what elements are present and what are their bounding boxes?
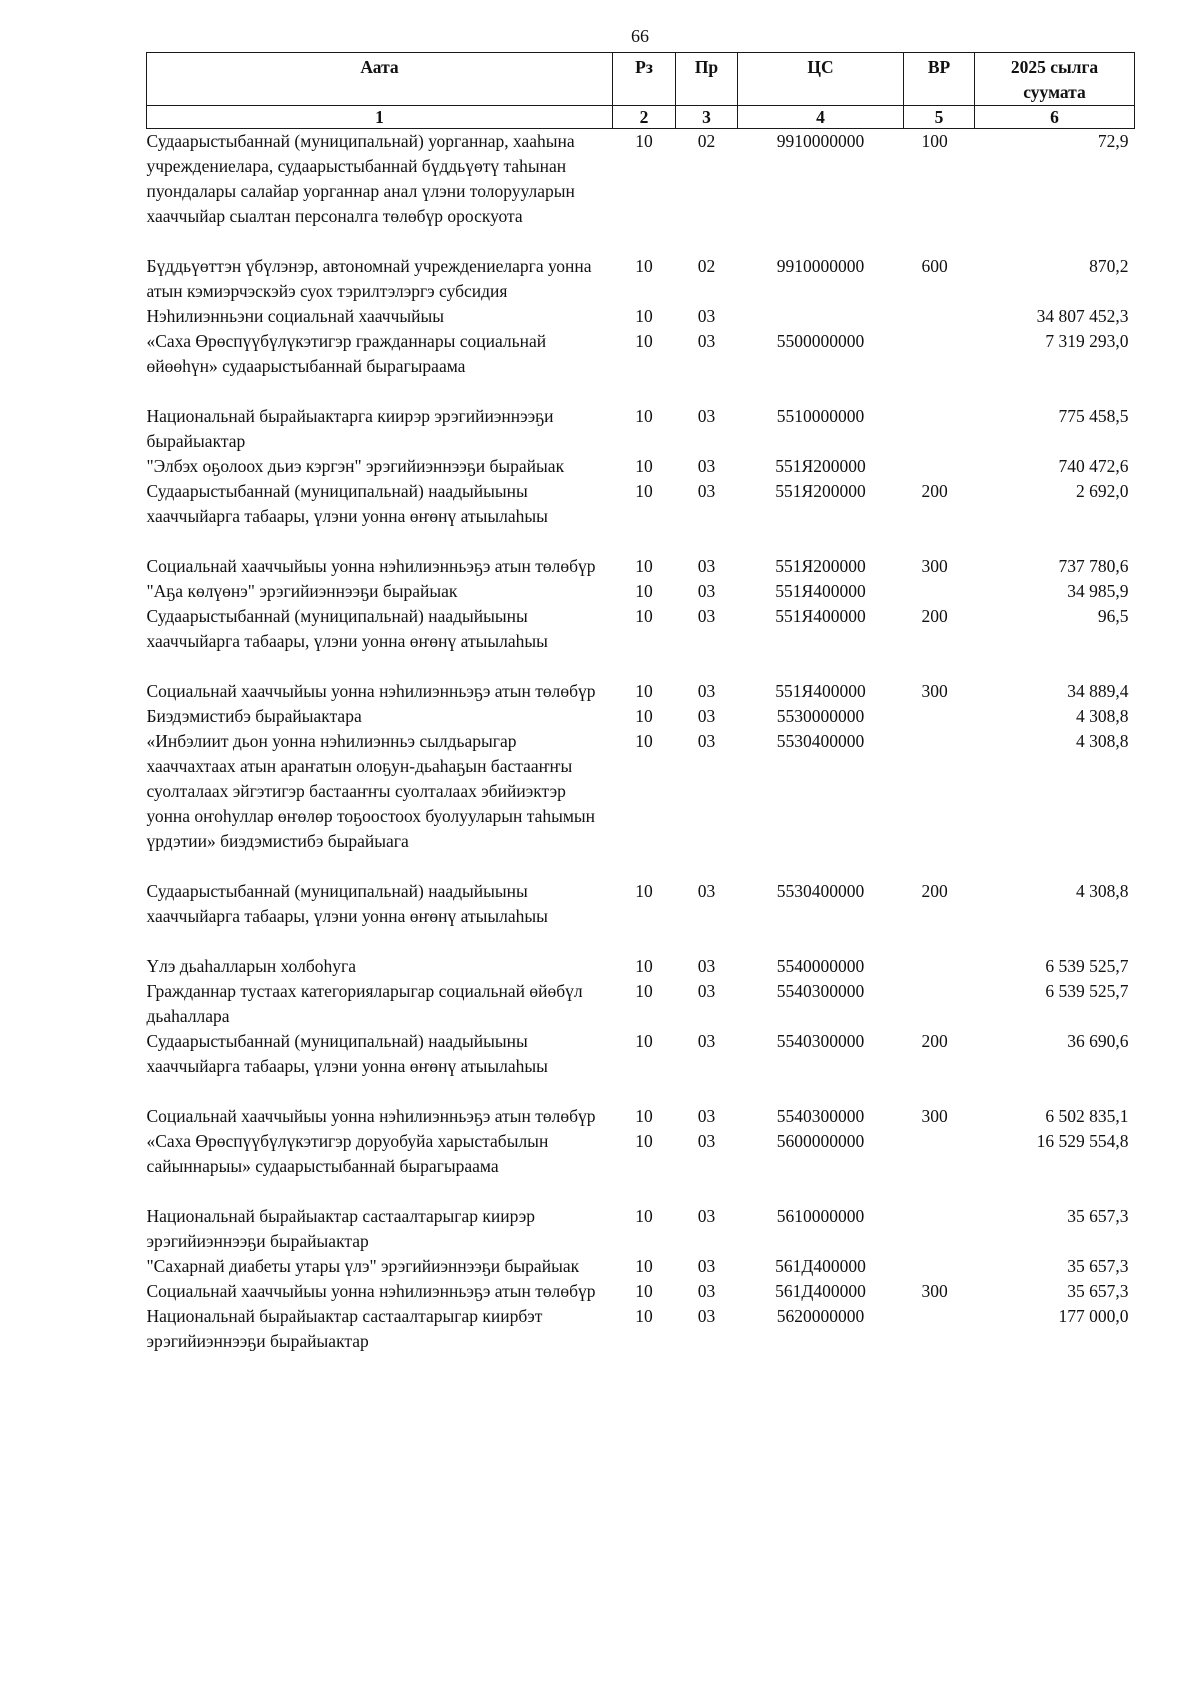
table-row: [147, 1204, 1135, 1254]
cell-pr: 03: [697, 1281, 716, 1301]
cell-sum: 4 308,8: [1076, 731, 1129, 751]
cell-pr: 03: [697, 1306, 716, 1326]
cell-sum: 34 985,9: [1067, 581, 1129, 601]
cell-vr: 300: [921, 1106, 948, 1126]
cell-sum: 35 657,3: [1067, 1281, 1129, 1301]
cell-cs: 551Я200000: [775, 481, 866, 501]
cell-name: Биэдэмистибэ бырайыактара: [146, 706, 362, 726]
cell-sum: 870,2: [1089, 256, 1129, 276]
cell-pr: 03: [697, 331, 716, 351]
cell-name: Гражданнар тустаах категорияларыгар социальнай өйөбүл дьаһаллара: [146, 981, 583, 1026]
cell-pr: 02: [697, 256, 716, 276]
cell-sum: 2 692,0: [1076, 481, 1129, 501]
cell-pr: 03: [697, 556, 716, 576]
cell-pr: 03: [697, 706, 716, 726]
cell-rz: 10: [635, 306, 653, 326]
cell-rz: 10: [635, 881, 653, 901]
cell-sum: 96,5: [1097, 606, 1129, 626]
table-row: [147, 1129, 1135, 1204]
cell-name: «Саха Өрөспүүбүлүкэтигэр гражданнары социальнай өйөөһүн» судаарыстыбаннай бырагыраама: [146, 331, 547, 376]
cell-sum: 177 000,0: [1058, 1306, 1129, 1326]
cell-cs: 5530400000: [776, 881, 865, 901]
cell-vr: [904, 329, 975, 404]
cell-vr: 200: [921, 606, 948, 626]
cell-sum: 4 308,8: [1076, 881, 1129, 901]
cell-name: Национальнай бырайыактарга киирэр эрэгийиэннээҕи бырайыактар: [146, 406, 554, 451]
table-row: [147, 454, 1135, 479]
cell-pr: 03: [697, 881, 716, 901]
cell-rz: 10: [635, 1106, 653, 1126]
column-number: 4: [738, 106, 904, 129]
column-number: 6: [975, 106, 1135, 129]
cell-cs: 5620000000: [776, 1306, 865, 1326]
table-row: [147, 579, 1135, 604]
cell-name: Үлэ дьаһалларын холбоһуга: [146, 956, 356, 976]
cell-rz: 10: [635, 1131, 653, 1151]
cell-rz: 10: [635, 456, 653, 476]
cell-rz: 10: [635, 1206, 653, 1226]
cell-cs: 5510000000: [776, 406, 865, 426]
table-row: [147, 1279, 1135, 1304]
page-number: 66: [631, 26, 649, 46]
column-number: 2: [613, 106, 676, 129]
table-row: [147, 329, 1135, 404]
table-row: [147, 404, 1135, 454]
cell-pr: 03: [697, 406, 716, 426]
cell-rz: 10: [635, 956, 653, 976]
cell-vr: 600: [921, 256, 948, 276]
table-row: [147, 304, 1135, 329]
cell-rz: 10: [635, 731, 653, 751]
cell-name: Судаарыстыбаннай (муниципальнай) наадыйыыны хааччыйарга табаары, үлэни уонна өҥөнү атыылаһыы: [146, 1031, 548, 1076]
cell-name: «Инбэлиит дьон уонна нэһилиэнньэ сылдьарыгар хааччахтаах атын араҥатын олоҕун-дьаһаҕын бастааҥҥы суолталаах эйгэтигэр бастааҥҥы суолталаах эбийиэктэр уонна оҥоһуллар өҥөлөр тоҕоостоох буолууларын таһымын үрдэтии» биэдэмистибэ бырайыага: [146, 731, 596, 851]
cell-vr: 300: [921, 556, 948, 576]
table-row: [147, 679, 1135, 704]
cell-sum: 72,9: [1097, 131, 1129, 151]
table-row: [147, 729, 1135, 879]
table-header-row: [147, 53, 1135, 106]
table-row: [147, 129, 1135, 255]
cell-vr: [904, 1129, 975, 1204]
cell-name: Социальнай хааччыйыы уонна нэһилиэнньэҕэ атын төлөбүр: [146, 1106, 596, 1126]
cell-pr: 03: [697, 1106, 716, 1126]
cell-name: Национальнай бырайыактар састаалтарыгар киирэр эрэгийиэннээҕи бырайыактар: [146, 1206, 536, 1251]
column-number-row: [147, 106, 1135, 129]
cell-name: Бүддьүөттэн үбүлэнэр, автономнай учреждениеларга уонна атын кэмиэрчэскэйэ суох тэрилтэлэргэ субсидия: [146, 256, 592, 301]
cell-sum: 16 529 554,8: [1036, 1131, 1129, 1151]
cell-name: Социальнай хааччыйыы уонна нэһилиэнньэҕэ атын төлөбүр: [146, 1281, 596, 1301]
cell-vr: [904, 1254, 975, 1279]
cell-cs: 551Я400000: [775, 681, 866, 701]
table-row: [147, 879, 1135, 954]
cell-rz: 10: [635, 331, 653, 351]
cell-name: Национальнай бырайыактар састаалтарыгар киирбэт эрэгийиэннээҕи бырайыактар: [146, 1306, 543, 1351]
cell-rz: 10: [635, 1306, 653, 1326]
cell-cs: 5540300000: [776, 1031, 865, 1051]
cell-rz: 10: [635, 1281, 653, 1301]
header-rz: Рз: [613, 53, 676, 106]
cell-name: Судаарыстыбаннай (муниципальнай) наадыйыыны хааччыйарга табаары, үлэни уонна өҥөнү атыылаһыы: [146, 481, 548, 526]
cell-sum: 737 780,6: [1058, 556, 1129, 576]
cell-name: Судаарыстыбаннай (муниципальнай) наадыйыыны хааччыйарга табаары, үлэни уонна өҥөнү атыылаһыы: [146, 606, 548, 651]
column-number: 1: [147, 106, 613, 129]
cell-sum: 34 807 452,3: [1036, 306, 1129, 326]
cell-cs: 5610000000: [776, 1206, 865, 1226]
budget-table: [146, 52, 1135, 1354]
cell-pr: 03: [697, 1206, 716, 1226]
cell-rz: 10: [635, 581, 653, 601]
cell-sum: 6 539 525,7: [1045, 956, 1129, 976]
cell-name: "Аҕа көлүөнэ" эрэгийиэннээҕи бырайыак: [146, 581, 458, 601]
cell-rz: 10: [635, 406, 653, 426]
cell-pr: 03: [697, 981, 716, 1001]
cell-rz: 10: [635, 606, 653, 626]
cell-sum: 36 690,6: [1067, 1031, 1129, 1051]
cell-vr: 200: [921, 881, 948, 901]
table-row: [147, 954, 1135, 979]
header-pr: Пр: [676, 53, 738, 106]
cell-vr: 300: [921, 1281, 948, 1301]
cell-sum: 6 539 525,7: [1045, 981, 1129, 1001]
cell-name: Социальнай хааччыйыы уонна нэһилиэнньэҕэ атын төлөбүр: [146, 681, 596, 701]
cell-cs: 5530400000: [776, 731, 865, 751]
cell-rz: 10: [635, 681, 653, 701]
table-row: [147, 1254, 1135, 1279]
table-row: [147, 979, 1135, 1029]
table-row: [147, 704, 1135, 729]
column-number: 5: [904, 106, 975, 129]
cell-vr: [904, 954, 975, 979]
cell-sum: 740 472,6: [1058, 456, 1129, 476]
table-row: [147, 554, 1135, 579]
cell-cs: 561Д400000: [775, 1281, 866, 1301]
cell-sum: 34 889,4: [1067, 681, 1129, 701]
cell-sum: 4 308,8: [1076, 706, 1129, 726]
table-row: [147, 479, 1135, 554]
cell-cs: 551Я400000: [775, 606, 866, 626]
cell-vr: [904, 1204, 975, 1254]
cell-rz: 10: [635, 556, 653, 576]
cell-name: «Саха Өрөспүүбүлүкэтигэр доруобуйа харыстабылын сайыннарыы» судаарыстыбаннай бырагыраама: [146, 1131, 549, 1176]
cell-cs: 551Я200000: [775, 556, 866, 576]
cell-rz: 10: [635, 256, 653, 276]
cell-cs: 9910000000: [776, 256, 865, 276]
cell-pr: 03: [697, 581, 716, 601]
cell-sum: 775 458,5: [1058, 406, 1129, 426]
cell-sum: 35 657,3: [1067, 1206, 1129, 1226]
cell-cs: 561Д400000: [775, 1256, 866, 1276]
cell-cs: 5540300000: [776, 1106, 865, 1126]
cell-pr: 03: [697, 1131, 716, 1151]
cell-name: Нэһилиэнньэни социальнай хааччыйыы: [146, 306, 445, 326]
table-row: [147, 254, 1135, 304]
cell-name: Судаарыстыбаннай (муниципальнай) уорганнар, хааһына учреждениелара, судаарыстыбаннай бүддьүөтү таһынан пуондалары салайар уорганнар анал үлэни толорууларын хааччыйар сыалтан персоналга төлөбүр ороскуота: [146, 131, 575, 226]
cell-vr: [904, 304, 975, 329]
cell-rz: 10: [635, 706, 653, 726]
cell-cs: 551Я400000: [775, 581, 866, 601]
cell-vr: [904, 404, 975, 454]
cell-vr: 200: [921, 481, 948, 501]
cell-vr: [904, 979, 975, 1029]
table-row: [147, 1029, 1135, 1104]
cell-pr: 03: [697, 731, 716, 751]
column-number: 3: [676, 106, 738, 129]
cell-vr: 300: [921, 681, 948, 701]
cell-pr: 03: [697, 956, 716, 976]
cell-vr: [904, 1304, 975, 1354]
table-body: [147, 129, 1135, 1355]
cell-vr: 100: [921, 131, 948, 151]
cell-sum: 6 502 835,1: [1045, 1106, 1129, 1126]
cell-cs: 551Я200000: [775, 456, 866, 476]
cell-pr: 03: [697, 456, 716, 476]
cell-pr: 03: [697, 1256, 716, 1276]
cell-rz: 10: [635, 981, 653, 1001]
cell-pr: 02: [697, 131, 716, 151]
cell-pr: 03: [697, 606, 716, 626]
cell-vr: [904, 454, 975, 479]
cell-vr: [904, 704, 975, 729]
table-row: [147, 1104, 1135, 1129]
cell-cs: 5600000000: [776, 1131, 865, 1151]
cell-rz: 10: [635, 131, 653, 151]
cell-pr: 03: [697, 681, 716, 701]
header-name: Аата: [147, 53, 613, 106]
header-vr: ВР: [904, 53, 975, 106]
header-cs: ЦС: [738, 53, 904, 106]
cell-rz: 10: [635, 1256, 653, 1276]
cell-pr: 03: [697, 1031, 716, 1051]
cell-name: Судаарыстыбаннай (муниципальнай) наадыйыыны хааччыйарга табаары, үлэни уонна өҥөнү атыылаһыы: [146, 881, 548, 926]
cell-cs: 5530000000: [776, 706, 865, 726]
cell-rz: 10: [635, 481, 653, 501]
cell-rz: 10: [635, 1031, 653, 1051]
header-sum: 2025 сылга суумата: [975, 53, 1135, 106]
cell-cs: [738, 304, 904, 329]
cell-pr: 03: [697, 306, 716, 326]
cell-cs: 5540000000: [776, 956, 865, 976]
cell-pr: 03: [697, 481, 716, 501]
cell-name: Социальнай хааччыйыы уонна нэһилиэнньэҕэ атын төлөбүр: [146, 556, 596, 576]
cell-cs: 5540300000: [776, 981, 865, 1001]
cell-name: "Элбэх оҕолоох дьиэ кэргэн" эрэгийиэннээҕи бырайыак: [146, 456, 565, 476]
table-row: [147, 1304, 1135, 1354]
cell-cs: 9910000000: [776, 131, 865, 151]
cell-vr: [904, 729, 975, 879]
cell-vr: 200: [921, 1031, 948, 1051]
cell-vr: [904, 579, 975, 604]
cell-sum: 35 657,3: [1067, 1256, 1129, 1276]
cell-name: "Сахарнай диабеты утары үлэ" эрэгийиэннээҕи бырайыак: [146, 1256, 580, 1276]
cell-cs: 5500000000: [776, 331, 865, 351]
table-row: [147, 604, 1135, 679]
cell-sum: 7 319 293,0: [1045, 331, 1129, 351]
